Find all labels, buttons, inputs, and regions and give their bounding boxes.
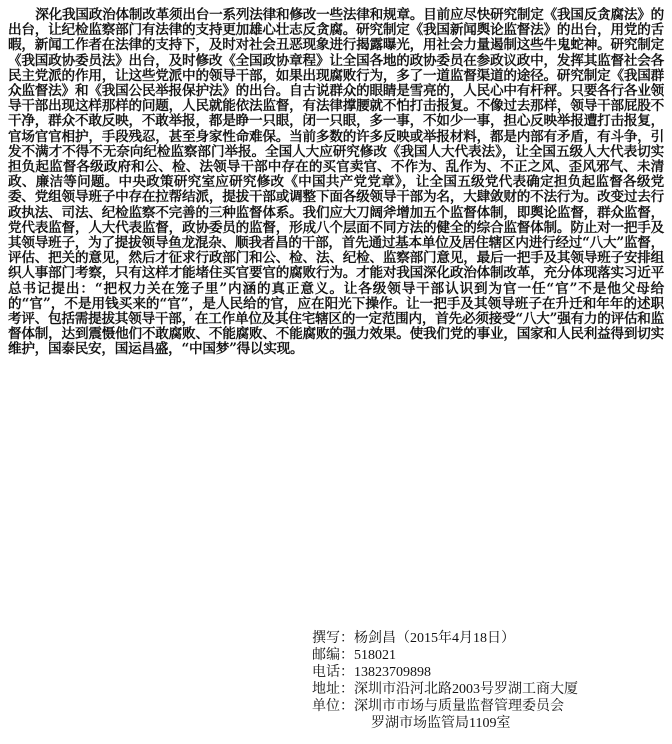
address-line: 地址：深圳市沿河北路2003号罗湖工商大厦 xyxy=(312,682,578,697)
article-body: 深化我国政治体制改革须出台一系列法律和修改一些法律和规章。目前应尽快研究制定《我国反贪腐法》的出台，让纪检监察部门有法律的支持更加雄心壮志反贪腐。研究制定《我国新闻舆论监督法》的出台，用党的舌暇，新闻工作者在法律的支持下，及时对社会丑恶现象进行揭露曝光，用社会力量遏制这些牛鬼蛇神。研究制定《我国政协委员法》出台，及时修改《全国政协章程》让全国各地的政协委员在参政议政中，发挥其监督社会各民主党派的作用，让这些党派中的领导干部，如果出现腐败行为，多了一道监督渠道的途径。研究制定《我国群众监督法》和《我国公民举报保护法》的出台。自古说群众的眼睛是雪亮的，人民心中有杆秤。只要各行各业领导干部出现这样那样的问题，人民就能依法监督，有法律撑腰就不怕打击报复。不像过去那样，领导干部屁股不干净，群众不敢反映，不敢举报，都是睁一只眼，闭一只眼，多一事，不如少一事，担心反映举报遭打击报复，官场官官相护，手段残忍，甚至身家性命难保。当前多数的许多反映或举报材料，都是内部有矛盾，有斗争，引发不满才不得不无奈向纪检监察部门举报。全国人大应研究修改《我国人大代表法》，让全国五级人大代表切实担负起监督各级政府和公、检、法领导干部中存在的买官卖官、不作为、乱作为、不正之风、歪风邪气、未清政、廉洁等问题。中央政策研究室应研究修改《中国共产党党章》，让全国五级党代表确定担负起监督各级党委、党组领导班子中存在拉帮结派，提拔干部或调整下面各级领导干部为名，大肆敛财的不法行为。改变过去行政执法、司法、纪检监察不完善的三种监督体系。我们应大刀阔斧增加五个监督体制，即舆论监督，群众监督，党代表监督，人大代表监督，政协委员的监督，形成八个层面不同方法的健全的综合监督体制。防止对一把手及其领导班子，为了提拔领导鱼龙混杂、顺我者昌的干部，首先通过基本单位及居住辖区内进行经过“八大”监督，评估、把关的意见，然后才征求行政部门和公、检、法、纪检、监察部门意见，最后一把手及其领导班子安排组织人事部门考察，只有这样才能堵住买官要官的腐败行为。才能对我国深化政治体制改革，充分体现落实习近平总书记提出：“把权力关在笼子里”内涵的真正意义。让各级领导干部认识到为官一任“官”不是他父母给的“官”，不是用钱买来的“官”，是人民给的官，应在阳光下操作。让一把手及其领导班子在升迁和年年的述职考评、包括需提拔其领导干部，在工作单位及其住宅辖区的一定范围内，首先必须接受“八大”强有力的评估和监督体制，达到震慑他们不敢腐败、不能腐败、不能腐败的强力效果。使我们党的事业，国家和人民利益得到切实维护，国泰民安，国运昌盛，“中国梦”得以实现。 xyxy=(8,7,664,358)
signature-block xyxy=(312,630,668,732)
postcode-line: 邮编：518021 xyxy=(312,648,396,663)
unit-line-continued: 罗湖市场监管局1109室 xyxy=(371,716,511,731)
author-line: 撰写：杨剑昌（2015年4月18日） xyxy=(312,631,515,646)
phone-line: 电话：13823709898 xyxy=(312,665,431,680)
unit-line: 单位：深圳市市场与质量监督管理委员会 xyxy=(312,699,564,714)
